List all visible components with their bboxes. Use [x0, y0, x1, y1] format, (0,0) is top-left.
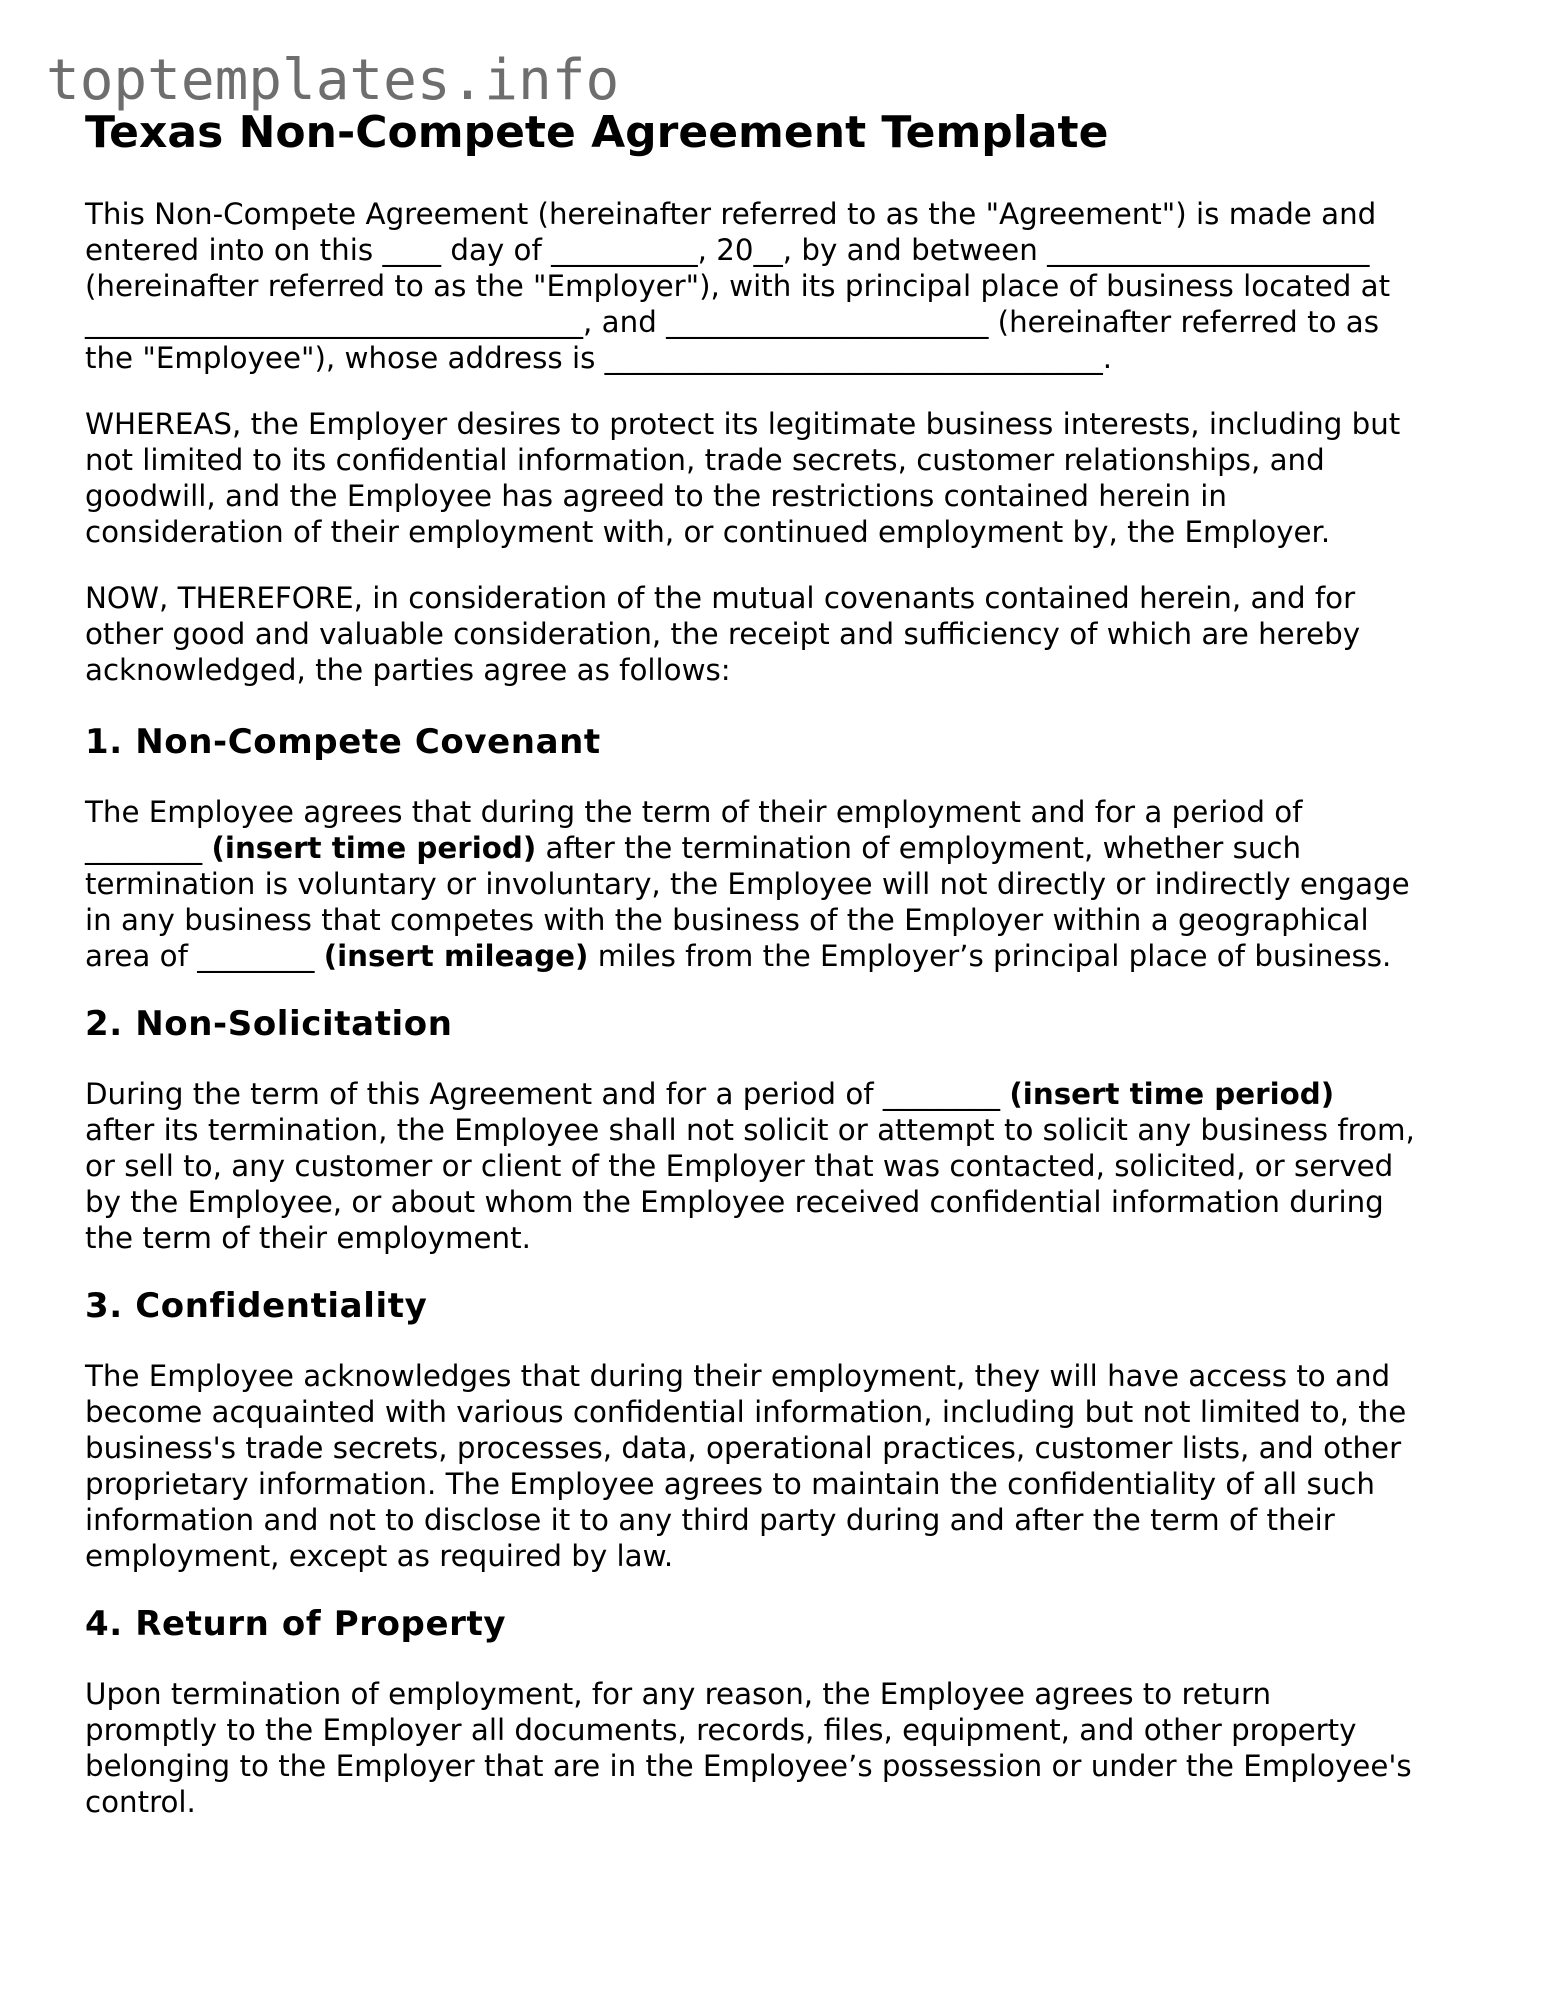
- document-title: Texas Non-Compete Agreement Template: [85, 107, 1109, 158]
- paragraph-line: [85, 830, 1460, 866]
- paragraph-line: The Employee acknowledges that during their employment, they will have access to and: [85, 1359, 1391, 1393]
- non-compete-paragraph: [85, 794, 1460, 974]
- paragraph-line: Upon termination of employment, for any reason, the Employee agrees to return: [85, 1677, 1272, 1711]
- whereas-line: not limited to its confidential information, trade secrets, customer relationships, and: [85, 443, 1325, 477]
- return-of-property-paragraph: [85, 1676, 1460, 1820]
- time-period-placeholder: (insert time period): [1009, 1077, 1335, 1111]
- section-heading-confidentiality: 3. Confidentiality: [85, 1286, 428, 1326]
- paragraph-text: after the termination of employment, whether such: [536, 831, 1302, 865]
- paragraph-line: control.: [85, 1785, 196, 1819]
- document-page: [85, 104, 1460, 1850]
- whereas-line: WHEREAS, the Employer desires to protect its legitimate business interests, including but: [85, 407, 1401, 441]
- paragraph-line: become acquainted with various confidential information, including but not limited to, the: [85, 1395, 1407, 1429]
- paragraph-line: after its termination, the Employee shall not solicit or attempt to solicit any business from,: [85, 1113, 1415, 1147]
- paragraph-line: [85, 1076, 1460, 1112]
- paragraph-text: miles from the Employer’s principal place of business.: [588, 939, 1392, 973]
- therefore-line: other good and valuable consideration, the receipt and sufficiency of which are hereby: [85, 617, 1361, 651]
- paragraph-text: During the term of this Agreement and for a period of ________: [85, 1077, 1010, 1111]
- paragraph-line: by the Employee, or about whom the Employee received confidential information during: [85, 1185, 1384, 1219]
- mileage-placeholder: (insert mileage): [323, 939, 589, 973]
- paragraph-line: the term of their employment.: [85, 1221, 531, 1255]
- site-watermark: toptemplates.info: [46, 48, 620, 113]
- paragraph-line: in any business that competes with the business of the Employer within a geographical: [85, 903, 1369, 937]
- paragraph-line: employment, except as required by law.: [85, 1539, 674, 1573]
- paragraph-text: area of ________: [85, 939, 324, 973]
- paragraph-line: proprietary information. The Employee agrees to maintain the confidentiality of all such: [85, 1467, 1375, 1501]
- therefore-line: NOW, THEREFORE, in consideration of the mutual covenants contained herein, and for: [85, 581, 1356, 615]
- whereas-paragraph: [85, 406, 1460, 550]
- time-period-placeholder: (insert time period): [211, 831, 537, 865]
- section-heading-non-compete: 1. Non-Compete Covenant: [85, 722, 601, 762]
- paragraph-line: termination is voluntary or involuntary, the Employee will not directly or indirectly engage: [85, 867, 1410, 901]
- section-heading-non-solicitation: 2. Non-Solicitation: [85, 1004, 453, 1044]
- whereas-line: consideration of their employment with, or continued employment by, the Employer.: [85, 515, 1331, 549]
- section-heading-return-of-property: 4. Return of Property: [85, 1604, 507, 1644]
- intro-line: (hereinafter referred to as the "Employer"), with its principal place of business located at: [85, 269, 1391, 303]
- blank-field: ________: [85, 831, 212, 865]
- intro-line: entered into on this ____ day of __________, 20__, by and between ______________________: [85, 233, 1370, 267]
- intro-line: the "Employee"), whose address is __________________________________.: [85, 341, 1113, 375]
- paragraph-line: belonging to the Employer that are in the Employee’s possession or under the Employee's: [85, 1749, 1412, 1783]
- non-solicitation-paragraph: [85, 1076, 1460, 1256]
- intro-line: This Non-Compete Agreement (hereinafter referred to as the "Agreement") is made and: [85, 197, 1377, 231]
- paragraph-line: [85, 938, 1460, 974]
- intro-line: __________________________________, and ______________________ (hereinafter referred to as: [85, 305, 1380, 339]
- therefore-line: acknowledged, the parties agree as follows:: [85, 653, 731, 687]
- paragraph-line: information and not to disclose it to any third party during and after the term of their: [85, 1503, 1335, 1537]
- intro-paragraph: [85, 196, 1460, 376]
- confidentiality-paragraph: [85, 1358, 1460, 1574]
- paragraph-line: promptly to the Employer all documents, records, files, equipment, and other property: [85, 1713, 1357, 1747]
- therefore-paragraph: [85, 580, 1460, 688]
- whereas-line: goodwill, and the Employee has agreed to the restrictions contained herein in: [85, 479, 1227, 513]
- paragraph-line: business's trade secrets, processes, data, operational practices, customer lists, and other: [85, 1431, 1402, 1465]
- paragraph-line: or sell to, any customer or client of the Employer that was contacted, solicited, or served: [85, 1149, 1394, 1183]
- paragraph-line: The Employee agrees that during the term of their employment and for a period of: [85, 795, 1303, 829]
